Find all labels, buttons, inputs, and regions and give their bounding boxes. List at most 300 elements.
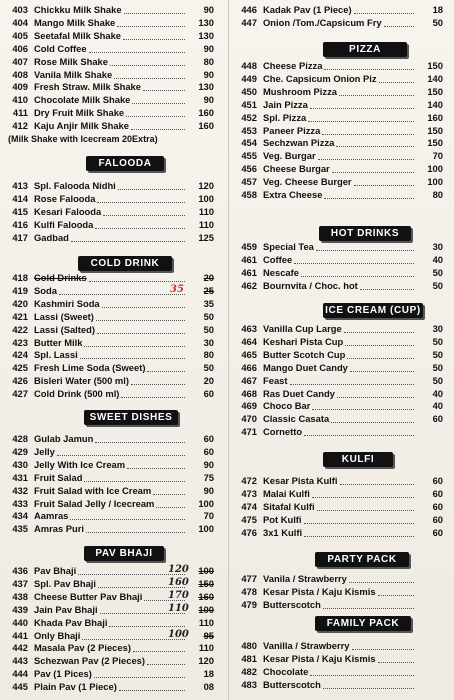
dot-leader (304, 536, 414, 537)
dot-leader (337, 397, 414, 398)
item-name: Lassi (Salted) (34, 323, 95, 335)
item-name: Jain Pizza (263, 98, 308, 110)
menu-item-row (0, 375, 227, 387)
item-number: 466 (241, 361, 257, 373)
item-number: 430 (12, 458, 28, 470)
menu-item-row (231, 388, 454, 400)
item-number: 421 (12, 310, 28, 322)
dot-leader (97, 333, 185, 334)
dot-leader (323, 688, 414, 689)
menu-item-row (0, 69, 227, 81)
item-name: Pav Bhaji (34, 565, 77, 576)
item-number: 418 (12, 272, 28, 283)
item-price: 20 (203, 272, 214, 283)
item-name: Butter Scotch Cup (263, 348, 346, 360)
dot-leader (96, 320, 185, 321)
item-number: 431 (12, 471, 28, 483)
item-price: 100 (198, 603, 214, 615)
dot-leader (156, 507, 185, 508)
item-number: 436 (12, 565, 28, 576)
menu-item-row (0, 56, 227, 68)
menu-item-row (0, 206, 227, 218)
item-name: Schezwan Pav (2 Pieces) (34, 655, 145, 667)
item-name: Butter Milk (34, 336, 83, 348)
dot-leader (290, 384, 414, 385)
item-number: 437 (12, 577, 28, 589)
item-number: 470 (241, 413, 257, 425)
menu-item-row (0, 459, 227, 471)
item-price: 120 (198, 655, 214, 667)
item-price: 80 (432, 189, 443, 200)
menu-item-row (231, 653, 454, 665)
dot-leader (354, 185, 414, 186)
dot-leader (117, 26, 185, 27)
item-price: 40 (432, 400, 443, 412)
dot-leader (350, 371, 414, 372)
menu-item-row (0, 337, 227, 349)
menu-item-row (231, 112, 454, 124)
dot-leader (110, 65, 185, 66)
item-price: 30 (203, 336, 214, 348)
item-number: 450 (241, 85, 257, 97)
dot-leader (345, 345, 414, 346)
item-number: 415 (12, 205, 28, 217)
item-name: Cold Drink (500 ml) (34, 388, 120, 400)
item-name: Fresh Straw. Milk Shake (34, 81, 141, 93)
handwritten-new-price: 160 (168, 576, 189, 588)
menu-item-row (231, 666, 454, 678)
dot-leader (121, 397, 185, 398)
item-price: 95 (203, 629, 214, 641)
item-name: 3x1 Kulfi (263, 526, 303, 538)
item-price: 150 (427, 85, 443, 97)
item-number: 454 (241, 137, 257, 149)
item-name: Chocolate Milk Shake (34, 94, 131, 106)
item-name: Kulfi Falooda (34, 218, 94, 230)
item-price: 60 (203, 388, 214, 400)
item-name: Fruit Salad with Ice Cream (34, 484, 152, 496)
menu-item-row (231, 189, 454, 201)
menu-item-row (231, 349, 454, 361)
dot-leader (323, 608, 414, 609)
dot-leader (126, 116, 185, 117)
item-price: 100 (427, 163, 443, 175)
dot-leader (119, 690, 185, 691)
item-number: 474 (241, 500, 257, 512)
item-price: 30 (432, 323, 443, 334)
item-number: 477 (241, 573, 257, 584)
item-name: Fruit Salad Jelly / Icecream (34, 497, 155, 509)
item-price: 60 (432, 413, 443, 425)
item-name: Rose Falooda (34, 192, 96, 204)
item-name: Vanilla Cup Large (263, 323, 342, 334)
dot-leader (95, 442, 185, 443)
menu-item-row (231, 163, 454, 175)
item-number: 417 (12, 231, 28, 243)
item-price: 160 (198, 107, 214, 119)
dot-leader (324, 198, 414, 199)
dot-leader (322, 134, 414, 135)
item-number: 438 (12, 590, 28, 602)
item-name: Che. Capsicum Onion Piz (263, 72, 377, 84)
item-number: 465 (241, 348, 257, 360)
menu-item-row (231, 323, 454, 335)
item-name: Paneer Pizza (263, 124, 321, 136)
item-price: 150 (198, 577, 214, 589)
menu-item-row (0, 681, 227, 693)
section-header: COLD DRINK (78, 256, 172, 271)
item-name: Kashmiri Soda (34, 297, 100, 309)
dot-leader (89, 281, 185, 282)
dot-leader (317, 510, 414, 511)
item-number: 451 (241, 98, 257, 110)
item-name: Cheese Burgar (263, 163, 330, 175)
item-price: 150 (427, 137, 443, 149)
section-header: PAV BHAJI (84, 546, 164, 561)
dot-leader (131, 129, 185, 130)
item-number: 411 (12, 107, 28, 119)
menu-item-row (231, 267, 454, 279)
item-price: 50 (432, 335, 443, 347)
item-name: Kesari Falooda (34, 205, 102, 217)
item-price: 40 (432, 387, 443, 399)
menu-item-row (231, 336, 454, 348)
dot-leader (324, 69, 414, 70)
item-number: 480 (241, 640, 257, 651)
item-number: 444 (12, 668, 28, 680)
dot-leader (340, 484, 414, 485)
menu-item-row (0, 298, 227, 310)
item-number: 473 (241, 487, 257, 499)
menu-item-row (231, 362, 454, 374)
item-price: 130 (198, 81, 214, 93)
item-name: Cheese Butter Pav Bhaji (34, 590, 143, 602)
item-number: 443 (12, 655, 28, 667)
item-price: 90 (203, 4, 214, 15)
menu-item-row (231, 254, 454, 266)
dot-leader (57, 455, 185, 456)
item-price: 08 (203, 681, 214, 693)
item-price: 20 (203, 375, 214, 387)
item-price: 25 (203, 284, 214, 296)
item-name: Fruit Salad (34, 471, 83, 483)
menu-item-row (231, 573, 454, 585)
dot-leader (84, 346, 185, 347)
item-price: 80 (203, 349, 214, 361)
dot-leader (294, 263, 414, 264)
menu-item-row (231, 137, 454, 149)
dot-leader (304, 523, 414, 524)
section-header: FAMILY PACK (315, 616, 411, 631)
item-price: 50 (203, 362, 214, 374)
item-price: 50 (432, 266, 443, 278)
item-name: Extra Cheese (263, 189, 323, 200)
item-name: Special Tea (263, 241, 314, 252)
item-name: Gulab Jamun (34, 433, 94, 444)
menu-item-row (231, 125, 454, 137)
menu-item-row (0, 510, 227, 522)
dot-leader (310, 675, 414, 676)
item-name: Vanila Milk Shake (34, 68, 113, 80)
menu-item-row (0, 272, 227, 284)
menu-item-row (231, 586, 454, 598)
menu-item-row (0, 17, 227, 29)
item-name: Kesar Pista / Kaju Kismis (263, 585, 376, 597)
dot-leader (349, 582, 414, 583)
dot-leader (127, 468, 185, 469)
menu-item-row (0, 433, 227, 445)
item-name: Spl. Pav Bhaji (34, 577, 96, 589)
dot-leader (347, 358, 414, 359)
item-price: 130 (198, 16, 214, 28)
menu-item-row (231, 99, 454, 111)
item-price: 110 (198, 218, 214, 230)
menu-item-row (231, 514, 454, 526)
item-number: 428 (12, 433, 28, 444)
menu-item-row (231, 488, 454, 500)
menu-item-row (0, 498, 227, 510)
item-number: 481 (241, 652, 257, 664)
item-price: 100 (427, 176, 443, 188)
section-header: ICE CREAM (CUP) (323, 303, 423, 318)
item-number: 440 (12, 616, 28, 628)
item-name: Soda (34, 284, 57, 296)
item-name: Veg. Burgar (263, 150, 316, 162)
dot-leader (331, 422, 414, 423)
item-number: 422 (12, 323, 28, 335)
item-name: Chickku Milk Shake (34, 4, 122, 15)
menu-item-row (0, 324, 227, 336)
item-number: 469 (241, 400, 257, 412)
item-number: 424 (12, 349, 28, 361)
menu-item-row (0, 107, 227, 119)
dot-leader (103, 215, 185, 216)
item-number: 449 (241, 72, 257, 84)
item-price: 100 (198, 192, 214, 204)
item-name: Pav (1 Pices) (34, 668, 92, 680)
dot-leader (147, 664, 185, 665)
item-name: Spl. Lassi (34, 349, 78, 361)
section-header: FALOODA (86, 156, 164, 171)
item-name: Kadak Pav (1 Piece) (263, 4, 352, 15)
menu-item-row (0, 43, 227, 55)
item-name: Dry Fruit Milk Shake (34, 107, 125, 119)
item-name: Lassi (Sweet) (34, 310, 94, 322)
item-price: 100 (198, 497, 214, 509)
item-price: 60 (203, 445, 214, 457)
item-number: 467 (241, 374, 257, 386)
dot-leader (344, 332, 414, 333)
item-price: 100 (198, 565, 214, 576)
item-name: Onion /Tom./Capsicum Fry (263, 16, 382, 28)
menu-item-row (0, 604, 227, 616)
item-number: 478 (241, 585, 257, 597)
item-number: 442 (12, 642, 28, 654)
item-number: 432 (12, 484, 28, 496)
menu-item-row (0, 642, 227, 654)
item-number: 471 (241, 426, 257, 438)
menu-item-row (231, 150, 454, 162)
item-number: 426 (12, 375, 28, 387)
menu-item-row (231, 17, 454, 29)
section-header: HOT DRINKS (319, 226, 411, 241)
item-number: 461 (241, 253, 257, 265)
item-number: 479 (241, 598, 257, 610)
menu-column-right (231, 0, 454, 700)
item-price: 60 (432, 500, 443, 512)
item-price: 18 (432, 4, 443, 15)
section-header: PARTY PACK (315, 552, 409, 567)
item-name: Jain Pav Bhaji (34, 603, 98, 615)
dot-leader (304, 435, 414, 436)
item-number: 452 (241, 111, 257, 123)
item-number: 435 (12, 523, 28, 535)
item-name: Bournvita / Choc. hot (263, 279, 358, 291)
item-number: 457 (241, 176, 257, 188)
column-divider (228, 0, 229, 700)
item-number: 464 (241, 335, 257, 347)
menu-item-row (231, 426, 454, 438)
dot-leader (86, 532, 185, 533)
item-number: 419 (12, 284, 28, 296)
item-name: Kesar Pista Kulfi (263, 475, 338, 486)
menu-item-row (231, 640, 454, 652)
dot-leader (132, 103, 185, 104)
dot-leader (336, 146, 414, 147)
item-number: 407 (12, 55, 28, 67)
item-price: 60 (432, 475, 443, 486)
item-number: 459 (241, 241, 257, 252)
dot-leader (70, 519, 185, 520)
section-header: SWEET DISHES (84, 410, 178, 425)
item-price: 120 (198, 180, 214, 191)
item-price: 60 (432, 526, 443, 538)
item-number: 439 (12, 603, 28, 615)
item-number: 403 (12, 4, 28, 15)
item-name: Ras Duet Candy (263, 387, 335, 399)
item-price: 50 (432, 279, 443, 291)
item-name: Mango Milk Shake (34, 16, 116, 28)
item-price: 150 (427, 124, 443, 136)
menu-item-row (231, 400, 454, 412)
item-price: 60 (432, 513, 443, 525)
dot-leader (339, 95, 414, 96)
menu-item-row (0, 4, 227, 16)
item-number: 425 (12, 362, 28, 374)
dot-leader (114, 78, 185, 79)
item-price: 140 (427, 72, 443, 84)
item-price: 35 (203, 297, 214, 309)
item-price: 90 (203, 94, 214, 106)
dot-leader (301, 276, 414, 277)
item-number: 427 (12, 388, 28, 400)
menu-item-row (0, 446, 227, 458)
item-number: 483 (241, 678, 257, 690)
item-number: 413 (12, 180, 28, 191)
menu-item-row (0, 668, 227, 680)
item-price: 160 (427, 111, 443, 123)
dot-leader (312, 497, 414, 498)
item-price: 110 (198, 642, 214, 654)
item-number: 423 (12, 336, 28, 348)
menu-item-row (0, 193, 227, 205)
item-name: Amras Puri (34, 523, 85, 535)
item-price: 130 (198, 29, 214, 41)
dot-leader (316, 250, 414, 251)
item-name: Nescafe (263, 266, 299, 278)
item-price: 30 (432, 241, 443, 252)
item-number: 410 (12, 94, 28, 106)
item-number: 475 (241, 513, 257, 525)
item-price: 50 (432, 348, 443, 360)
item-price: 18 (203, 668, 214, 680)
item-name: Veg. Cheese Burger (263, 176, 352, 188)
item-number: 405 (12, 29, 28, 41)
item-price: 110 (198, 205, 214, 217)
item-price: 70 (432, 150, 443, 162)
menu-item-row (0, 578, 227, 590)
dot-leader (97, 202, 185, 203)
item-number: 409 (12, 81, 28, 93)
menu-item-row (231, 599, 454, 611)
item-name: Gadbad (34, 231, 69, 243)
item-number: 448 (241, 60, 257, 71)
item-name: Mango Duet Candy (263, 361, 348, 373)
item-name: Only Bhaji (34, 629, 81, 641)
item-number: 472 (241, 475, 257, 486)
menu-item-row (231, 501, 454, 513)
item-name: Butterscotch (263, 678, 321, 690)
dot-leader (384, 26, 414, 27)
item-number: 434 (12, 510, 28, 522)
dot-leader (153, 494, 185, 495)
menu-item-row (231, 679, 454, 691)
item-number: 462 (241, 279, 257, 291)
menu-item-row (0, 485, 227, 497)
dot-leader (59, 294, 185, 295)
menu-item-row (231, 280, 454, 292)
menu-item-row (231, 413, 454, 425)
menu-item-row (231, 73, 454, 85)
item-price: 50 (203, 310, 214, 322)
menu-item-row (0, 362, 227, 374)
dot-leader (378, 662, 414, 663)
item-name: Sitafal Kulfi (263, 500, 315, 512)
item-number: 447 (241, 16, 257, 28)
item-name: Classic Casata (263, 413, 330, 425)
item-name: Malai Kulfi (263, 487, 310, 499)
item-number: 414 (12, 192, 28, 204)
dot-leader (94, 677, 185, 678)
item-name: Chocolate (263, 665, 309, 677)
menu-item-row (231, 241, 454, 253)
dot-leader (84, 481, 185, 482)
dot-leader (123, 39, 185, 40)
item-price: 160 (198, 120, 214, 132)
dot-leader (379, 82, 414, 83)
item-price: 110 (198, 616, 214, 628)
item-number: 446 (241, 4, 257, 15)
item-number: 453 (241, 124, 257, 136)
item-name: Coffee (263, 253, 293, 265)
item-price: 70 (203, 510, 214, 522)
menu-item-row (231, 176, 454, 188)
item-name: Spl. Pizza (263, 111, 307, 123)
menu-item-row (0, 630, 227, 642)
item-name: Cornetto (263, 426, 303, 438)
dot-leader (318, 159, 414, 160)
item-name: Sechzwan Pizza (263, 137, 335, 149)
